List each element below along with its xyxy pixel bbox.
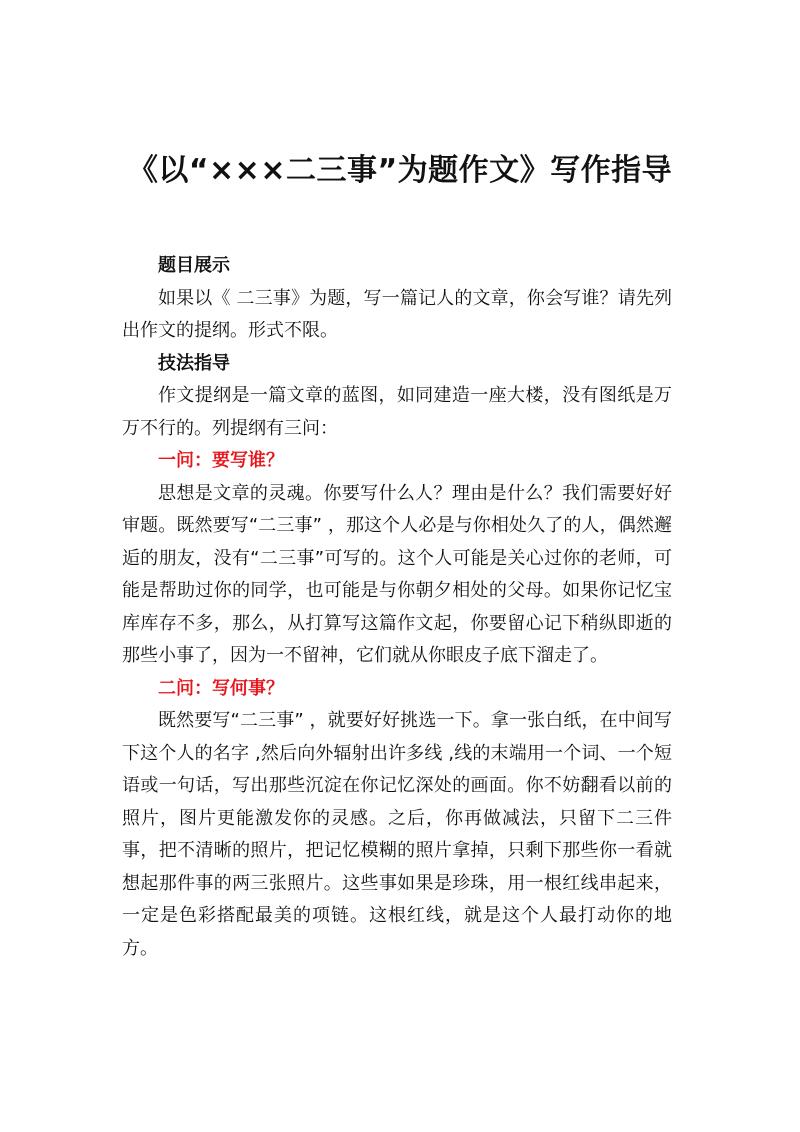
section-paragraph-who: 思想是文章的灵魂。你要写什么人？理由是什么？我们需要好好审题。既然要写“二三事” ，那这个人必是与你相处久了的人，偶然邂逅的朋友，没有“二三事”可写的。这个人可能是关心过你的老师，可能是帮助过你的同学，也可能是与你朝夕相处的父母。如果你记忆宝库库存不多，那么，从打算写这篇作文起，你要留心记下稍纵即逝的那些小事了，因为一不留神，它们就从你眼皮子底下溜走了。 bbox=[122, 482, 672, 666]
section-heading-topic: 题目展示 bbox=[158, 255, 230, 276]
document-title: 《以“×××二三事”为题作文》写作指导 bbox=[127, 153, 673, 188]
section-heading-who: 一问：要写谁？ bbox=[158, 450, 284, 471]
section-heading-technique: 技法指导 bbox=[158, 352, 230, 374]
section-paragraph-topic: 如果以《 二三事》为题，写一篇记人的文章，你会写谁？请先列出作文的提纲。形式不限。 bbox=[122, 287, 672, 341]
document-body bbox=[122, 250, 672, 965]
section-paragraph-technique: 作文提纲是一篇文章的蓝图，如同建造一座大楼，没有图纸是万万不行的。列提纲有三问： bbox=[122, 385, 672, 439]
section-paragraph-what: 既然要写“二三事” ，就要好好挑选一下。拿一张白纸，在中间写下这个人的名字 ,然后向外辐射出许多线 ,线的末端用一个词、一个短语或一句话，写出那些沉淀在你记忆深处的画面。你不妨翻看以前的照片，图片更能激发你的灵感。之后，你再做减法，只留下二三件事，把不清晰的照片，把记忆模糊的照片拿掉，只剩下那些你一看就想起那件事的两三张照片。这些事如果是珍珠，用一根红线串起来，一定是色彩搭配最美的项链。这根红线，就是这个人最打动你的地方。 bbox=[122, 710, 672, 959]
section-heading-what: 二问：写何事？ bbox=[158, 677, 284, 699]
